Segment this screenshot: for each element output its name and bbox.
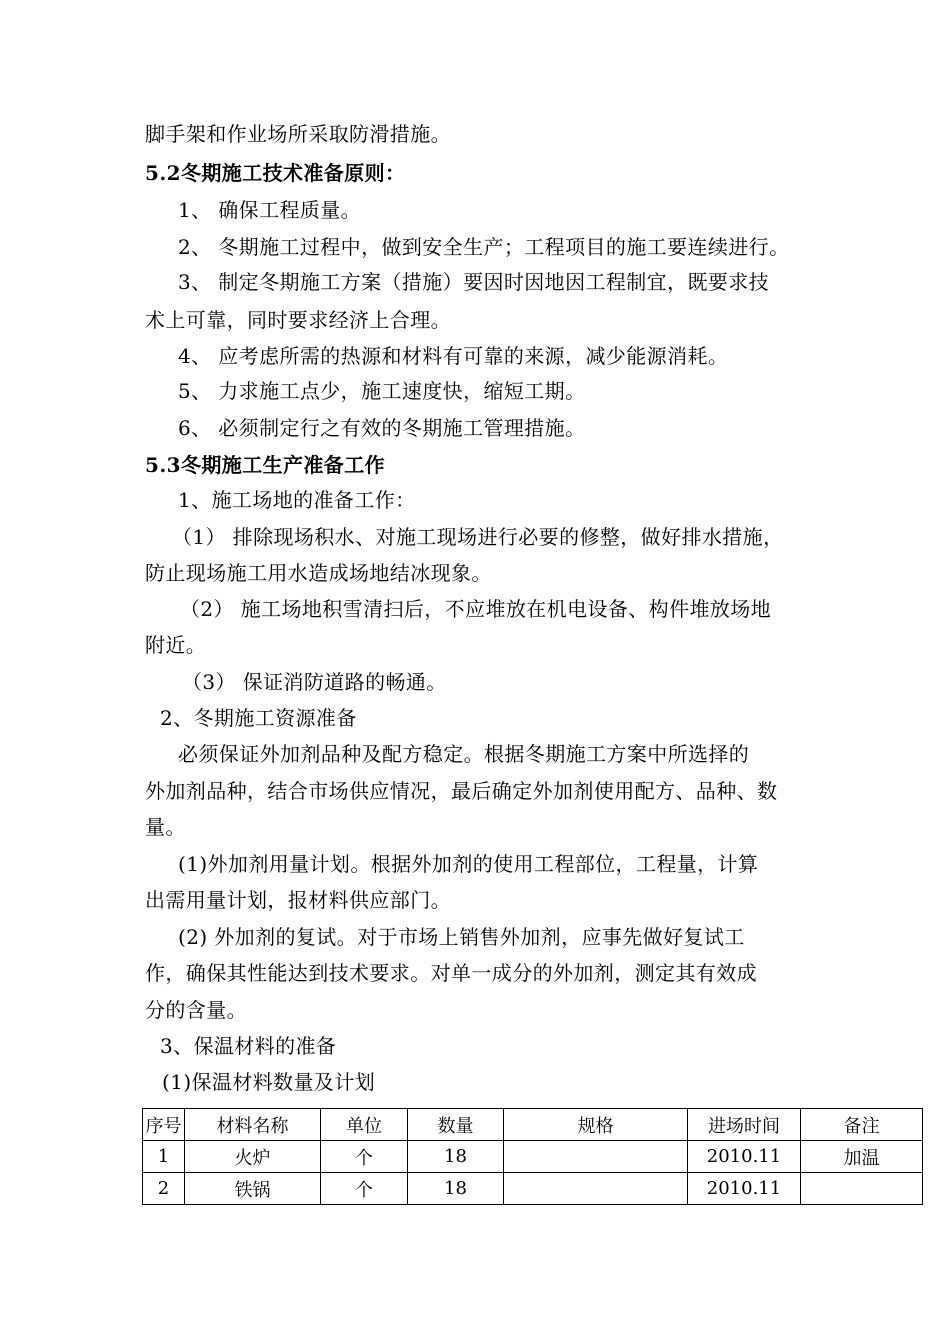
section-heading: 5.3冬期施工生产准备工作 [145, 453, 385, 477]
list-item: 4、 应考虑所需的热源和材料有可靠的来源，减少能源消耗。 [178, 344, 729, 368]
list-item: 3、 制定冬期施工方案（措施）要因时因地因工程制宜，既要求技 [178, 270, 770, 294]
table-row [143, 1141, 923, 1173]
header-remarks: 备注 [801, 1109, 923, 1141]
table-caption: (1)保温材料数量及计划 [162, 1070, 376, 1094]
text-line: 附近。 [145, 633, 207, 657]
list-item: （3） 保证消防道路的畅通。 [182, 670, 447, 694]
cell-arrival-time: 2010.11 [688, 1141, 801, 1173]
header-index: 序号 [143, 1109, 185, 1141]
list-item: （2） 施工场地积雪清扫后，不应堆放在机电设备、构件堆放场地 [180, 597, 772, 621]
cell-spec [504, 1141, 688, 1173]
subsection-title: 3、保温材料的准备 [160, 1034, 337, 1058]
header-spec: 规格 [504, 1109, 688, 1141]
text-line: 量。 [145, 815, 186, 839]
cell-material-name: 铁锅 [185, 1173, 321, 1205]
cell-remarks: 加温 [801, 1141, 923, 1173]
text-line: 术上可靠，同时要求经济上合理。 [145, 308, 451, 332]
cell-quantity: 18 [408, 1141, 504, 1173]
cell-arrival-time: 2010.11 [688, 1173, 801, 1205]
cell-unit: 个 [321, 1141, 408, 1173]
text-line: 分的含量。 [145, 998, 247, 1022]
table-row [143, 1173, 923, 1205]
text-line: 外加剂品种，结合市场供应情况，最后确定外加剂使用配方、品种、数 [145, 779, 778, 803]
table-header-row [143, 1109, 923, 1141]
header-unit: 单位 [321, 1109, 408, 1141]
header-arrival-time: 进场时间 [688, 1109, 801, 1141]
subsection-title: 2、冬期施工资源准备 [160, 706, 357, 730]
cell-index: 1 [143, 1141, 185, 1173]
header-quantity: 数量 [408, 1109, 504, 1141]
cell-remarks [801, 1173, 923, 1205]
cell-spec [504, 1173, 688, 1205]
text-line: 出需用量计划，报材料供应部门。 [145, 888, 451, 912]
text-line: 作，确保其性能达到技术要求。对单一成分的外加剂，测定其有效成 [145, 961, 757, 985]
materials-table [142, 1108, 923, 1205]
text-line: 防止现场施工用水造成场地结冰现象。 [145, 561, 492, 585]
section-heading: 5.2冬期施工技术准备原则： [145, 161, 406, 185]
list-item: 5、 力求施工点少，施工速度快，缩短工期。 [178, 379, 586, 403]
cell-unit: 个 [321, 1173, 408, 1205]
cell-material-name: 火炉 [185, 1141, 321, 1173]
list-item: (1)外加剂用量计划。根据外加剂的使用工程部位，工程量，计算 [178, 852, 759, 876]
list-item: 2、 冬期施工过程中，做到安全生产；工程项目的施工要连续进行。 [178, 235, 790, 259]
header-material-name: 材料名称 [185, 1109, 321, 1141]
list-item: 1、 确保工程质量。 [178, 198, 362, 222]
cell-quantity: 18 [408, 1173, 504, 1205]
cell-index: 2 [143, 1173, 185, 1205]
subsection-title: 1、施工场地的准备工作： [178, 488, 416, 512]
list-item: (2) 外加剂的复试。对于市场上销售外加剂，应事先做好复试工 [178, 925, 745, 949]
text-line: 脚手架和作业场所采取防滑措施。 [145, 122, 451, 146]
text-line: 必须保证外加剂品种及配方稳定。根据冬期施工方案中所选择的 [178, 742, 750, 766]
list-item: 6、 必须制定行之有效的冬期施工管理措施。 [178, 416, 586, 440]
list-item: （1） 排除现场积水、对施工现场进行必要的修整，做好排水措施， [172, 525, 784, 549]
